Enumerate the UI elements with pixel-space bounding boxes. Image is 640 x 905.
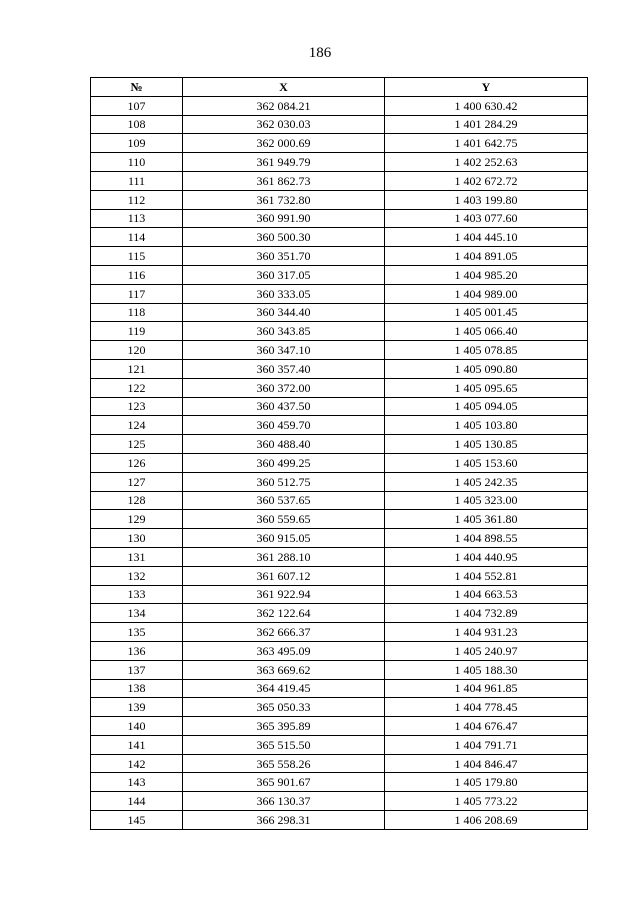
cell-x: 362 000.69 [183, 134, 385, 153]
cell-y: 1 405 773.22 [385, 792, 588, 811]
table-row [91, 641, 588, 660]
cell-x: 362 666.37 [183, 623, 385, 642]
table-row [91, 153, 588, 172]
table-header [91, 78, 588, 97]
cell-y: 1 404 552.81 [385, 566, 588, 585]
cell-number: 124 [91, 416, 183, 435]
table-row [91, 547, 588, 566]
cell-x: 366 130.37 [183, 792, 385, 811]
table-row [91, 566, 588, 585]
table-row [91, 679, 588, 698]
cell-number: 129 [91, 510, 183, 529]
header-x: X [183, 78, 385, 97]
table-row [91, 529, 588, 548]
cell-x: 360 344.40 [183, 303, 385, 322]
table-row [91, 773, 588, 792]
cell-x: 361 732.80 [183, 190, 385, 209]
cell-y: 1 404 732.89 [385, 604, 588, 623]
cell-y: 1 404 791.71 [385, 735, 588, 754]
cell-y: 1 401 284.29 [385, 115, 588, 134]
cell-x: 360 357.40 [183, 359, 385, 378]
cell-y: 1 405 153.60 [385, 453, 588, 472]
cell-number: 110 [91, 153, 183, 172]
cell-x: 360 437.50 [183, 397, 385, 416]
table-row [91, 811, 588, 830]
cell-x: 360 372.00 [183, 378, 385, 397]
cell-number: 145 [91, 811, 183, 830]
header-number: № [91, 78, 183, 97]
cell-y: 1 401 642.75 [385, 134, 588, 153]
page-number: 186 [308, 45, 332, 61]
cell-number: 128 [91, 491, 183, 510]
cell-y: 1 402 672.72 [385, 171, 588, 190]
cell-x: 360 347.10 [183, 341, 385, 360]
cell-x: 360 537.65 [183, 491, 385, 510]
cell-number: 141 [91, 735, 183, 754]
cell-y: 1 405 240.97 [385, 641, 588, 660]
table-row [91, 171, 588, 190]
cell-x: 360 488.40 [183, 435, 385, 454]
cell-y: 1 404 989.00 [385, 284, 588, 303]
table-row [91, 190, 588, 209]
cell-x: 365 050.33 [183, 698, 385, 717]
cell-y: 1 405 078.85 [385, 341, 588, 360]
cell-x: 365 558.26 [183, 754, 385, 773]
table-row [91, 228, 588, 247]
cell-x: 360 991.90 [183, 209, 385, 228]
cell-number: 113 [91, 209, 183, 228]
cell-number: 135 [91, 623, 183, 642]
cell-number: 144 [91, 792, 183, 811]
cell-number: 122 [91, 378, 183, 397]
table-row [91, 322, 588, 341]
cell-number: 143 [91, 773, 183, 792]
cell-number: 126 [91, 453, 183, 472]
table-row [91, 604, 588, 623]
table-row [91, 698, 588, 717]
cell-number: 137 [91, 660, 183, 679]
table-row [91, 284, 588, 303]
table-row [91, 378, 588, 397]
cell-y: 1 405 095.65 [385, 378, 588, 397]
cell-y: 1 403 077.60 [385, 209, 588, 228]
cell-number: 125 [91, 435, 183, 454]
cell-number: 121 [91, 359, 183, 378]
cell-y: 1 405 130.85 [385, 435, 588, 454]
cell-number: 109 [91, 134, 183, 153]
cell-y: 1 404 778.45 [385, 698, 588, 717]
cell-x: 365 395.89 [183, 717, 385, 736]
table-row [91, 265, 588, 284]
cell-y: 1 403 199.80 [385, 190, 588, 209]
cell-y: 1 405 090.80 [385, 359, 588, 378]
cell-x: 362 030.03 [183, 115, 385, 134]
cell-x: 363 495.09 [183, 641, 385, 660]
cell-x: 366 298.31 [183, 811, 385, 830]
cell-x: 361 922.94 [183, 585, 385, 604]
cell-y: 1 405 179.80 [385, 773, 588, 792]
cell-y: 1 406 208.69 [385, 811, 588, 830]
cell-y: 1 405 103.80 [385, 416, 588, 435]
table-row [91, 623, 588, 642]
cell-number: 140 [91, 717, 183, 736]
cell-number: 120 [91, 341, 183, 360]
cell-x: 362 122.64 [183, 604, 385, 623]
table-row [91, 341, 588, 360]
cell-number: 112 [91, 190, 183, 209]
cell-x: 360 499.25 [183, 453, 385, 472]
table-body [91, 96, 588, 829]
coordinates-table [90, 77, 588, 830]
header-y: Y [385, 78, 588, 97]
table-row [91, 359, 588, 378]
table-row [91, 96, 588, 115]
cell-y: 1 404 445.10 [385, 228, 588, 247]
cell-x: 360 500.30 [183, 228, 385, 247]
cell-x: 360 512.75 [183, 472, 385, 491]
cell-y: 1 404 985.20 [385, 265, 588, 284]
cell-number: 130 [91, 529, 183, 548]
cell-x: 365 515.50 [183, 735, 385, 754]
cell-y: 1 402 252.63 [385, 153, 588, 172]
cell-x: 364 419.45 [183, 679, 385, 698]
cell-x: 360 915.05 [183, 529, 385, 548]
cell-number: 133 [91, 585, 183, 604]
cell-x: 360 351.70 [183, 247, 385, 266]
cell-number: 142 [91, 754, 183, 773]
cell-y: 1 404 663.53 [385, 585, 588, 604]
cell-x: 363 669.62 [183, 660, 385, 679]
cell-y: 1 405 066.40 [385, 322, 588, 341]
table-row [91, 247, 588, 266]
header-row [91, 78, 588, 97]
cell-y: 1 404 440.95 [385, 547, 588, 566]
cell-y: 1 405 094.05 [385, 397, 588, 416]
cell-number: 136 [91, 641, 183, 660]
cell-number: 131 [91, 547, 183, 566]
cell-y: 1 405 361.80 [385, 510, 588, 529]
table-row [91, 585, 588, 604]
cell-x: 360 459.70 [183, 416, 385, 435]
table-row [91, 209, 588, 228]
table-row [91, 491, 588, 510]
cell-number: 108 [91, 115, 183, 134]
cell-x: 365 901.67 [183, 773, 385, 792]
cell-x: 362 084.21 [183, 96, 385, 115]
cell-x: 360 559.65 [183, 510, 385, 529]
table-row [91, 453, 588, 472]
cell-y: 1 405 001.45 [385, 303, 588, 322]
cell-number: 134 [91, 604, 183, 623]
table-row [91, 792, 588, 811]
cell-y: 1 404 891.05 [385, 247, 588, 266]
cell-y: 1 405 188.30 [385, 660, 588, 679]
cell-x: 361 607.12 [183, 566, 385, 585]
cell-x: 361 949.79 [183, 153, 385, 172]
table-row [91, 472, 588, 491]
table-row [91, 735, 588, 754]
cell-number: 127 [91, 472, 183, 491]
table-row [91, 754, 588, 773]
cell-number: 107 [91, 96, 183, 115]
cell-y: 1 404 961.85 [385, 679, 588, 698]
cell-y: 1 404 846.47 [385, 754, 588, 773]
table-row [91, 416, 588, 435]
cell-x: 360 343.85 [183, 322, 385, 341]
cell-number: 138 [91, 679, 183, 698]
cell-x: 360 333.05 [183, 284, 385, 303]
cell-y: 1 404 898.55 [385, 529, 588, 548]
cell-y: 1 405 323.00 [385, 491, 588, 510]
cell-y: 1 404 931.23 [385, 623, 588, 642]
table-row [91, 115, 588, 134]
cell-x: 361 288.10 [183, 547, 385, 566]
cell-number: 132 [91, 566, 183, 585]
cell-number: 114 [91, 228, 183, 247]
cell-y: 1 400 630.42 [385, 96, 588, 115]
table-row [91, 435, 588, 454]
cell-x: 360 317.05 [183, 265, 385, 284]
table-row [91, 660, 588, 679]
cell-number: 111 [91, 171, 183, 190]
cell-x: 361 862.73 [183, 171, 385, 190]
cell-number: 139 [91, 698, 183, 717]
table-row [91, 510, 588, 529]
cell-number: 123 [91, 397, 183, 416]
cell-number: 115 [91, 247, 183, 266]
cell-number: 116 [91, 265, 183, 284]
cell-y: 1 404 676.47 [385, 717, 588, 736]
table-row [91, 397, 588, 416]
cell-number: 119 [91, 322, 183, 341]
cell-y: 1 405 242.35 [385, 472, 588, 491]
cell-number: 117 [91, 284, 183, 303]
cell-number: 118 [91, 303, 183, 322]
table-row [91, 303, 588, 322]
table-row [91, 134, 588, 153]
table-row [91, 717, 588, 736]
